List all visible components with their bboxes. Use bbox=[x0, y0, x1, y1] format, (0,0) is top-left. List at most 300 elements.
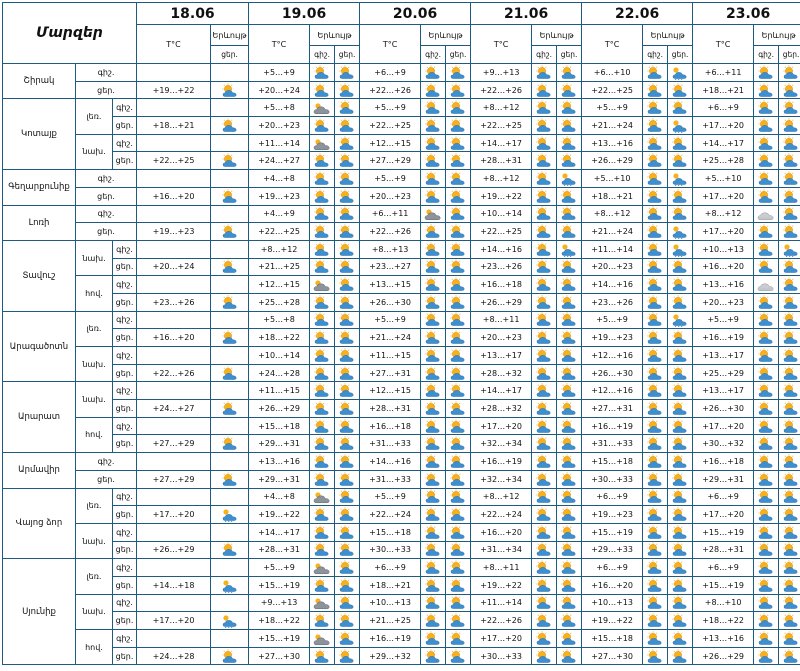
weather-icon-cell bbox=[335, 630, 360, 648]
weather-icon-cell bbox=[643, 223, 668, 241]
partly-cloudy-icon bbox=[421, 65, 445, 80]
partly-cloudy-icon bbox=[643, 136, 667, 151]
weather-icon-cell bbox=[211, 152, 249, 170]
partly-cloudy-icon bbox=[754, 118, 778, 133]
weather-icon-cell bbox=[668, 630, 693, 648]
partly-cloudy-icon bbox=[532, 348, 556, 363]
weather-icon-cell bbox=[557, 117, 582, 135]
partly-cloudy-icon bbox=[446, 649, 470, 664]
temperature-cell: +16…+20 bbox=[693, 258, 754, 276]
partly-cloudy-icon bbox=[421, 348, 445, 363]
temperature-cell: +28…+31 bbox=[360, 400, 421, 418]
partly-cloudy-icon bbox=[310, 383, 334, 398]
weather-icon-cell bbox=[754, 258, 779, 276]
temperature-cell: +29…+31 bbox=[249, 470, 310, 488]
partly-cloudy-icon bbox=[446, 401, 470, 416]
partly-cloudy-icon bbox=[668, 189, 692, 204]
weather-icon-cell bbox=[211, 347, 249, 365]
partly-cloudy-icon bbox=[335, 171, 359, 186]
weather-icon-cell bbox=[446, 117, 471, 135]
temperature-cell: +4…+8 bbox=[249, 488, 310, 506]
weather-icon-cell bbox=[754, 364, 779, 382]
weather-icon-cell bbox=[754, 594, 779, 612]
temperature-cell: +14…+17 bbox=[693, 134, 754, 152]
weather-icon-cell bbox=[310, 347, 335, 365]
temperature-cell: +6…+9 bbox=[360, 559, 421, 577]
weather-icon-cell bbox=[421, 576, 446, 594]
partly-cloudy-icon bbox=[310, 295, 334, 310]
partly-cloudy-icon bbox=[446, 613, 470, 628]
weather-icon-cell bbox=[446, 559, 471, 577]
temperature-cell: +16…+18 bbox=[360, 417, 421, 435]
weather-icon-cell bbox=[446, 329, 471, 347]
weather-icon-cell bbox=[779, 541, 800, 559]
weather-icon-cell bbox=[335, 453, 360, 471]
weather-icon-cell bbox=[335, 594, 360, 612]
date-header: 23.06 bbox=[693, 3, 800, 25]
temperature-cell: +18…+22 bbox=[249, 329, 310, 347]
subregion-name: հով. bbox=[76, 630, 113, 665]
weather-icon-cell bbox=[532, 223, 557, 241]
partly-cloudy-icon bbox=[557, 472, 581, 487]
phenomenon-header: Երևույթ bbox=[643, 25, 693, 46]
partly-cloudy-icon bbox=[532, 136, 556, 151]
temperature-cell: +5…+8 bbox=[249, 311, 310, 329]
table-row bbox=[3, 240, 800, 258]
subregion-name: նախ. bbox=[76, 134, 113, 169]
partly-cloudy-icon bbox=[754, 171, 778, 186]
weather-icon-cell bbox=[211, 117, 249, 135]
temperature-cell: +15…+19 bbox=[693, 576, 754, 594]
partly-cloudy-icon bbox=[779, 489, 800, 504]
temperature-cell: +9…+13 bbox=[471, 64, 532, 82]
weather-icon-cell bbox=[335, 240, 360, 258]
partly-cloudy-icon bbox=[532, 295, 556, 310]
partly-cloudy-icon bbox=[421, 312, 445, 327]
partly-cloudy-icon bbox=[643, 206, 667, 221]
temperature-cell: +8…+10 bbox=[693, 594, 754, 612]
weather-icon-cell bbox=[668, 117, 693, 135]
temperature-cell: +8…+12 bbox=[471, 99, 532, 117]
partly-cloudy-icon bbox=[335, 631, 359, 646]
partly-cloudy-icon bbox=[668, 560, 692, 575]
weather-icon-cell bbox=[643, 453, 668, 471]
cloudy-icon bbox=[310, 631, 334, 646]
partly-cloudy-icon bbox=[643, 65, 667, 80]
partly-cloudy-icon bbox=[532, 578, 556, 593]
temperature-cell bbox=[137, 134, 211, 152]
weather-icon-cell bbox=[668, 523, 693, 541]
temperature-cell: +13…+16 bbox=[582, 134, 643, 152]
partly-cloudy-icon bbox=[754, 153, 778, 168]
day-subheader: ցեր. bbox=[335, 46, 360, 64]
region-name: Սյունիք bbox=[3, 559, 76, 665]
time-of-day-label: գիշ. bbox=[113, 276, 137, 294]
temperature-cell: +10…+13 bbox=[582, 594, 643, 612]
partly-cloudy-icon bbox=[446, 206, 470, 221]
partly-cloudy-icon bbox=[532, 383, 556, 398]
day-subheader: ցեր. bbox=[779, 46, 800, 64]
partly-cloudy-icon bbox=[557, 295, 581, 310]
partly-cloudy-icon bbox=[754, 366, 778, 381]
weather-icon-cell bbox=[446, 506, 471, 524]
weather-icon-cell bbox=[557, 329, 582, 347]
weather-icon-cell bbox=[643, 329, 668, 347]
temperature-cell: +14…+17 bbox=[249, 523, 310, 541]
partly-cloudy-icon bbox=[557, 613, 581, 628]
partly-cloudy-icon bbox=[310, 419, 334, 434]
temperature-cell: +13…+16 bbox=[693, 276, 754, 294]
weather-icon-cell bbox=[779, 276, 800, 294]
temperature-cell: +21…+25 bbox=[360, 612, 421, 630]
temperature-cell: +25…+28 bbox=[249, 293, 310, 311]
partly-cloudy-icon bbox=[421, 560, 445, 575]
weather-icon-cell bbox=[668, 594, 693, 612]
partly-cloudy-icon bbox=[779, 118, 800, 133]
night-subheader: գիշ. bbox=[532, 46, 557, 64]
partly-cloudy-icon bbox=[446, 560, 470, 575]
temperature-cell: +26…+30 bbox=[582, 364, 643, 382]
weather-icon-cell bbox=[421, 470, 446, 488]
rain-icon bbox=[557, 242, 581, 257]
partly-cloudy-icon bbox=[643, 507, 667, 522]
partly-cloudy-icon bbox=[557, 348, 581, 363]
temperature-cell: +13…+17 bbox=[693, 347, 754, 365]
weather-icon-cell bbox=[211, 187, 249, 205]
date-header: 19.06 bbox=[249, 3, 360, 25]
temp-header: T°C bbox=[693, 25, 754, 64]
temperature-cell: +20…+23 bbox=[693, 293, 754, 311]
weather-icon-cell bbox=[557, 559, 582, 577]
rain-icon bbox=[668, 312, 692, 327]
partly-cloudy-icon bbox=[335, 525, 359, 540]
temperature-cell: +12…+15 bbox=[360, 382, 421, 400]
weather-icon-cell bbox=[668, 382, 693, 400]
weather-icon-cell bbox=[668, 293, 693, 311]
temperature-cell: +21…+24 bbox=[582, 117, 643, 135]
temperature-cell: +22…+25 bbox=[471, 117, 532, 135]
weather-icon-cell bbox=[446, 187, 471, 205]
weather-icon-cell bbox=[532, 205, 557, 223]
temperature-cell: +11…+14 bbox=[471, 594, 532, 612]
weather-icon-cell bbox=[754, 329, 779, 347]
partly-cloudy-icon bbox=[557, 383, 581, 398]
partly-cloudy-icon bbox=[310, 189, 334, 204]
weather-icon-cell bbox=[421, 488, 446, 506]
partly-cloudy-icon bbox=[754, 525, 778, 540]
partly-cloudy-icon bbox=[211, 118, 248, 133]
temperature-cell: +22…+25 bbox=[137, 152, 211, 170]
weather-icon-cell bbox=[557, 170, 582, 188]
temperature-cell: +20…+24 bbox=[249, 81, 310, 99]
weather-icon-cell bbox=[446, 311, 471, 329]
temperature-cell: +25…+28 bbox=[693, 152, 754, 170]
partly-cloudy-icon bbox=[779, 366, 800, 381]
weather-icon-cell bbox=[532, 417, 557, 435]
partly-cloudy-icon bbox=[211, 189, 248, 204]
weather-icon-cell bbox=[446, 470, 471, 488]
partly-cloudy-icon bbox=[754, 419, 778, 434]
partly-cloudy-icon bbox=[668, 366, 692, 381]
temperature-cell: +22…+25 bbox=[360, 117, 421, 135]
weather-icon-cell bbox=[421, 81, 446, 99]
partly-cloudy-icon bbox=[668, 472, 692, 487]
temperature-cell: +10…+14 bbox=[249, 347, 310, 365]
table-row bbox=[3, 223, 800, 241]
partly-cloudy-icon bbox=[557, 224, 581, 239]
weather-icon-cell bbox=[557, 647, 582, 665]
partly-cloudy-icon bbox=[557, 330, 581, 345]
weather-icon-cell bbox=[335, 347, 360, 365]
weather-icon-cell bbox=[421, 347, 446, 365]
partly-cloudy-icon bbox=[310, 348, 334, 363]
weather-icon-cell bbox=[668, 435, 693, 453]
table-row bbox=[3, 152, 800, 170]
temperature-cell: +20…+23 bbox=[249, 117, 310, 135]
weather-icon-cell bbox=[211, 435, 249, 453]
temperature-cell: +8…+11 bbox=[471, 311, 532, 329]
weather-icon-cell bbox=[532, 276, 557, 294]
weather-icon-cell bbox=[668, 311, 693, 329]
partly-cloudy-icon bbox=[421, 295, 445, 310]
rain-icon bbox=[557, 171, 581, 186]
partly-cloudy-icon bbox=[310, 436, 334, 451]
weather-icon-cell bbox=[779, 311, 800, 329]
temperature-cell: +5…+9 bbox=[360, 488, 421, 506]
partly-cloudy-icon bbox=[668, 206, 692, 221]
partly-cloudy-icon bbox=[754, 542, 778, 557]
weather-icon-cell bbox=[532, 152, 557, 170]
weather-icon-cell bbox=[446, 382, 471, 400]
weather-icon-cell bbox=[643, 293, 668, 311]
weather-icon-cell bbox=[211, 81, 249, 99]
temperature-cell: +17…+20 bbox=[471, 630, 532, 648]
partly-cloudy-icon bbox=[779, 206, 800, 221]
table-row bbox=[3, 612, 800, 630]
weather-icon-cell bbox=[557, 523, 582, 541]
temperature-cell: +26…+29 bbox=[693, 647, 754, 665]
partly-cloudy-icon bbox=[335, 401, 359, 416]
partly-cloudy-icon bbox=[421, 489, 445, 504]
weather-icon-cell bbox=[754, 417, 779, 435]
weather-icon-cell bbox=[421, 435, 446, 453]
partly-cloudy-icon bbox=[446, 366, 470, 381]
temperature-cell: +11…+15 bbox=[249, 382, 310, 400]
temperature-cell: +17…+20 bbox=[693, 223, 754, 241]
temperature-cell: +13…+17 bbox=[471, 347, 532, 365]
partly-cloudy-icon bbox=[754, 454, 778, 469]
temperature-cell bbox=[137, 382, 211, 400]
partly-cloudy-icon bbox=[754, 242, 778, 257]
weather-icon-cell bbox=[335, 117, 360, 135]
weather-icon-cell bbox=[335, 276, 360, 294]
weather-icon-cell bbox=[754, 117, 779, 135]
time-of-day-label: գիշ. bbox=[113, 523, 137, 541]
weather-icon-cell bbox=[310, 400, 335, 418]
partly-cloudy-icon bbox=[211, 542, 248, 557]
partly-cloudy-icon bbox=[532, 525, 556, 540]
weather-icon-cell bbox=[446, 576, 471, 594]
partly-cloudy-icon bbox=[532, 613, 556, 628]
partly-cloudy-icon bbox=[779, 100, 800, 115]
weather-icon-cell bbox=[557, 400, 582, 418]
temperature-cell: +31…+33 bbox=[360, 435, 421, 453]
partly-cloudy-icon bbox=[754, 578, 778, 593]
partly-cloudy-icon bbox=[335, 507, 359, 522]
partly-cloudy-icon bbox=[557, 542, 581, 557]
weather-icon-cell bbox=[557, 205, 582, 223]
weather-icon-cell bbox=[211, 64, 249, 82]
time-of-day-label: գիշ. bbox=[113, 630, 137, 648]
partly-cloudy-icon bbox=[532, 419, 556, 434]
partly-cloudy-icon bbox=[532, 366, 556, 381]
weather-icon-cell bbox=[668, 541, 693, 559]
temperature-cell: +15…+19 bbox=[582, 523, 643, 541]
partly-cloudy-icon bbox=[532, 312, 556, 327]
temperature-cell: +16…+18 bbox=[471, 276, 532, 294]
temperature-cell: +32…+34 bbox=[471, 435, 532, 453]
partly-cloudy-icon bbox=[754, 613, 778, 628]
partly-cloudy-icon bbox=[532, 171, 556, 186]
weather-icon-cell bbox=[310, 240, 335, 258]
weather-icon-cell bbox=[557, 134, 582, 152]
weather-icon-cell bbox=[779, 347, 800, 365]
time-of-day-label: գիշ. bbox=[76, 64, 137, 82]
partly-cloudy-icon bbox=[668, 153, 692, 168]
temperature-cell: +16…+19 bbox=[360, 630, 421, 648]
temperature-cell: +21…+25 bbox=[249, 258, 310, 276]
partly-cloudy-icon bbox=[310, 224, 334, 239]
weather-icon-cell bbox=[779, 81, 800, 99]
partly-cloudy-icon bbox=[754, 83, 778, 98]
region-name: Արմավիր bbox=[3, 453, 76, 488]
temperature-cell bbox=[137, 488, 211, 506]
weather-icon-cell bbox=[779, 329, 800, 347]
weather-icon-cell bbox=[211, 417, 249, 435]
partly-cloudy-icon bbox=[532, 454, 556, 469]
partly-cloudy-icon bbox=[335, 436, 359, 451]
weather-icon-cell bbox=[310, 470, 335, 488]
weather-icon-cell bbox=[335, 470, 360, 488]
weather-icon-cell bbox=[211, 364, 249, 382]
weather-icon-cell bbox=[643, 382, 668, 400]
time-of-day-label: գիշ. bbox=[76, 205, 137, 223]
partly-cloudy-icon bbox=[754, 649, 778, 664]
temperature-cell: +18…+21 bbox=[137, 117, 211, 135]
weather-icon-cell bbox=[643, 240, 668, 258]
temperature-cell: +5…+9 bbox=[249, 559, 310, 577]
partly-cloudy-icon bbox=[211, 153, 248, 168]
temperature-cell: +25…+29 bbox=[693, 364, 754, 382]
temperature-cell: +27…+31 bbox=[360, 364, 421, 382]
weather-icon-cell bbox=[310, 576, 335, 594]
weather-icon-cell bbox=[421, 541, 446, 559]
weather-icon-cell bbox=[335, 364, 360, 382]
weather-icon-cell bbox=[532, 311, 557, 329]
partly-cloudy-icon bbox=[754, 383, 778, 398]
weather-icon-cell bbox=[754, 134, 779, 152]
weather-icon-cell bbox=[668, 347, 693, 365]
partly-cloudy-icon bbox=[754, 348, 778, 363]
partly-cloudy-icon bbox=[421, 100, 445, 115]
weather-icon-cell bbox=[532, 453, 557, 471]
partly-cloudy-icon bbox=[643, 419, 667, 434]
partly-cloudy-icon bbox=[643, 401, 667, 416]
weather-icon-cell bbox=[532, 81, 557, 99]
weather-icon-cell bbox=[643, 311, 668, 329]
temperature-cell: +22…+26 bbox=[471, 612, 532, 630]
weather-icon-cell bbox=[310, 223, 335, 241]
weather-icon-cell bbox=[335, 576, 360, 594]
weather-icon-cell bbox=[668, 152, 693, 170]
temperature-cell: +15…+18 bbox=[360, 523, 421, 541]
partly-cloudy-icon bbox=[421, 507, 445, 522]
temperature-cell: +15…+18 bbox=[582, 630, 643, 648]
partly-cloudy-icon bbox=[421, 330, 445, 345]
partly-cloudy-icon bbox=[446, 507, 470, 522]
weather-icon-cell bbox=[310, 364, 335, 382]
partly-cloudy-icon bbox=[335, 100, 359, 115]
weather-icon-cell bbox=[310, 523, 335, 541]
temperature-cell: +28…+31 bbox=[693, 541, 754, 559]
partly-cloudy-icon bbox=[335, 472, 359, 487]
weather-icon-cell bbox=[446, 81, 471, 99]
weather-icon-cell bbox=[779, 612, 800, 630]
subregion-name: նախ. bbox=[76, 240, 113, 275]
weather-icon-cell bbox=[335, 152, 360, 170]
subregion-name: լեռ. bbox=[76, 559, 113, 594]
weather-icon-cell bbox=[643, 170, 668, 188]
partly-cloudy-icon bbox=[335, 454, 359, 469]
temperature-cell: +22…+24 bbox=[471, 506, 532, 524]
cloudy-icon bbox=[310, 595, 334, 610]
partly-cloudy-icon bbox=[668, 578, 692, 593]
weather-icon-cell bbox=[754, 647, 779, 665]
temperature-cell: +28…+32 bbox=[471, 400, 532, 418]
partly-cloudy-icon bbox=[643, 560, 667, 575]
weather-icon-cell bbox=[668, 99, 693, 117]
weather-icon-cell bbox=[532, 576, 557, 594]
weather-icon-cell bbox=[335, 523, 360, 541]
weather-icon-cell bbox=[310, 453, 335, 471]
weather-icon-cell bbox=[532, 541, 557, 559]
temperature-cell: +26…+29 bbox=[582, 152, 643, 170]
weather-icon-cell bbox=[335, 329, 360, 347]
weather-icon-cell bbox=[446, 258, 471, 276]
partly-cloudy-icon bbox=[557, 489, 581, 504]
partly-cloudy-icon bbox=[421, 436, 445, 451]
weather-icon-cell bbox=[643, 117, 668, 135]
partly-cloudy-icon bbox=[668, 401, 692, 416]
weather-icon-cell bbox=[421, 311, 446, 329]
time-of-day-label: գիշ. bbox=[113, 417, 137, 435]
region-name: Կոտայք bbox=[3, 99, 76, 170]
weather-icon-cell bbox=[779, 453, 800, 471]
partly-cloudy-icon bbox=[211, 295, 248, 310]
partly-cloudy-icon bbox=[779, 436, 800, 451]
temperature-cell: +10…+13 bbox=[693, 240, 754, 258]
temperature-cell: +6…+11 bbox=[693, 64, 754, 82]
partly-cloudy-icon bbox=[779, 259, 800, 274]
temperature-cell: +27…+29 bbox=[360, 152, 421, 170]
temperature-cell: +26…+30 bbox=[693, 400, 754, 418]
table-row bbox=[3, 559, 800, 577]
partly-cloudy-icon bbox=[421, 631, 445, 646]
partly-cloudy-icon bbox=[335, 224, 359, 239]
weather-icon-cell bbox=[421, 364, 446, 382]
partly-cloudy-icon bbox=[754, 100, 778, 115]
table-row bbox=[3, 506, 800, 524]
